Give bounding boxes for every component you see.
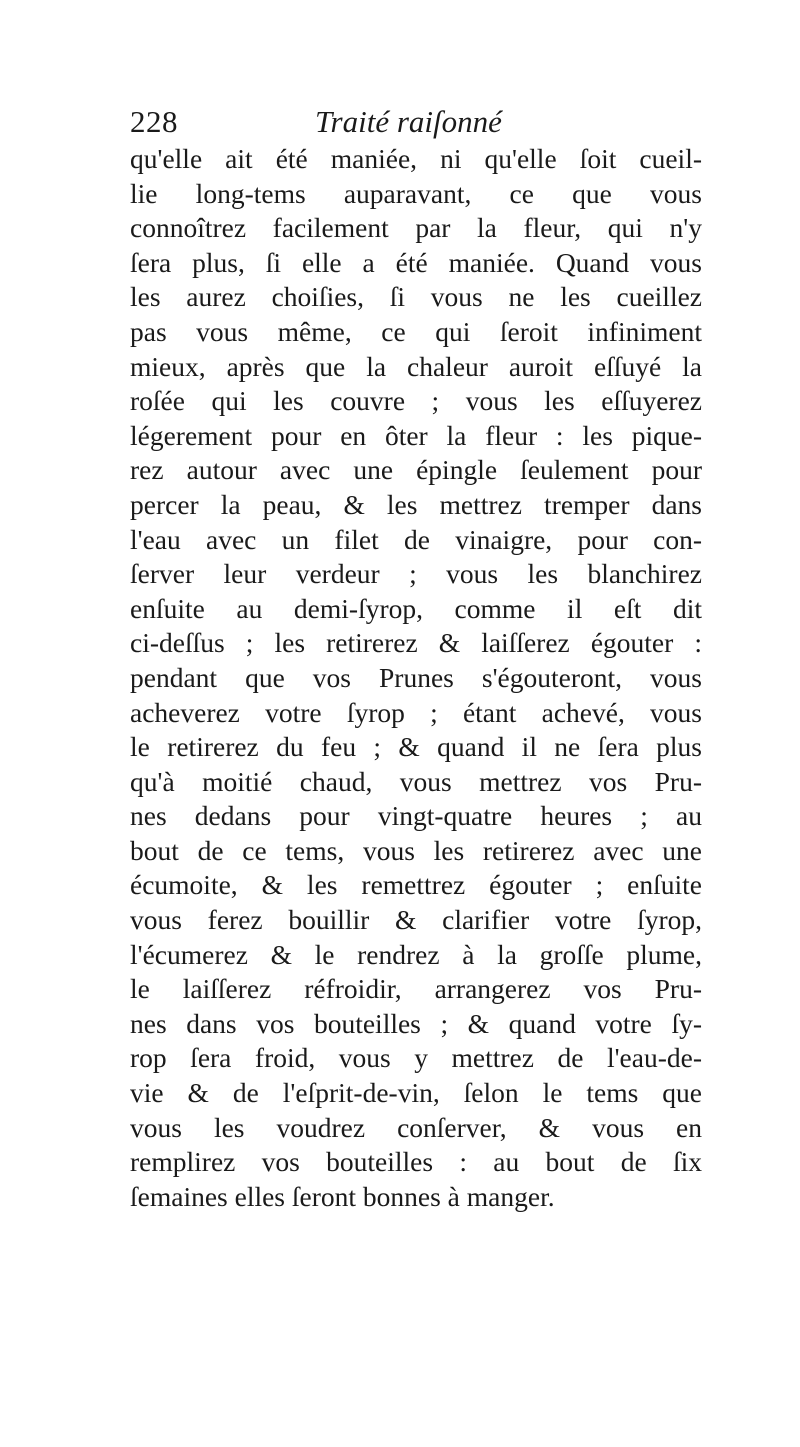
text-line: le retirerez du feu ; & quand il ne ſera plus xyxy=(130,731,702,763)
text-line: enſuite au demi-ſyrop, comme il eſt dit xyxy=(130,592,702,624)
text-line: ſemaines elles ſeront bonnes à manger. xyxy=(130,1180,555,1212)
text-line: qu'elle ait été maniée, ni qu'elle ſoit cueil- xyxy=(130,143,702,174)
text-line: le laiſſerez réfroidir, arrangerez vos Pru- xyxy=(130,973,702,1005)
text-line: rez autour avec une épingle ſeulement pour xyxy=(130,454,702,486)
text-line: qu'à moitié chaud, vous mettrez vos Pru- xyxy=(130,765,702,797)
text-line: vie & de l'eſprit-de-vin, ſelon le tems que xyxy=(130,1077,702,1109)
text-line: connoîtrez facilement par la fleur, qui n'y xyxy=(130,212,702,244)
text-line: nes dedans pour vingt-quatre heures ; au xyxy=(130,800,702,832)
text-line: mieux, après que la chaleur auroit eſſuyé la xyxy=(130,350,702,382)
text-line: l'écumerez & le rendrez à la groſſe plume, xyxy=(130,938,702,970)
text-line: écumoite, & les remettrez égouter ; enſuite xyxy=(130,869,702,901)
text-line: ſera plus, ſi elle a été maniée. Quand vous xyxy=(130,246,702,278)
text-line: percer la peau, & les mettrez tremper dans xyxy=(130,488,702,520)
page-header xyxy=(130,104,700,144)
body-text xyxy=(130,142,702,1214)
text-line: rop ſera froid, vous y mettrez de l'eau-de- xyxy=(130,1042,702,1074)
text-line: lie long-tems auparavant, ce que vous xyxy=(130,177,702,209)
text-line: ci-deſſus ; les retirerez & laiſſerez égouter : xyxy=(130,627,702,659)
text-line: bout de ce tems, vous les retirerez avec une xyxy=(130,834,702,866)
text-line: vous ferez bouillir & clarifier votre ſyrop, xyxy=(130,904,702,936)
text-line: acheverez votre ſyrop ; étant achevé, vous xyxy=(130,696,702,728)
text-line: nes dans vos bouteilles ; & quand votre ſy- xyxy=(130,1007,702,1039)
text-line: les aurez choiſies, ſi vous ne les cueillez xyxy=(130,281,702,313)
text-line: remplirez vos bouteilles : au bout de ſix xyxy=(130,1146,702,1178)
text-line: pendant que vos Prunes s'égouteront, vous xyxy=(130,661,702,693)
text-line: ſerver leur verdeur ; vous les blanchirez xyxy=(130,558,702,590)
text-line: vous les voudrez conſerver, & vous en xyxy=(130,1111,702,1143)
page-number: 228 xyxy=(130,104,178,139)
text-line: pas vous même, ce qui ſeroit infiniment xyxy=(130,315,702,347)
text-line: roſée qui les couvre ; vous les eſſuyerez xyxy=(130,385,702,417)
text-line: l'eau avec un filet de vinaigre, pour con- xyxy=(130,523,702,555)
running-title: Traité raiſonné xyxy=(315,104,502,139)
text-line: légerement pour en ôter la fleur : les pique- xyxy=(130,419,702,451)
